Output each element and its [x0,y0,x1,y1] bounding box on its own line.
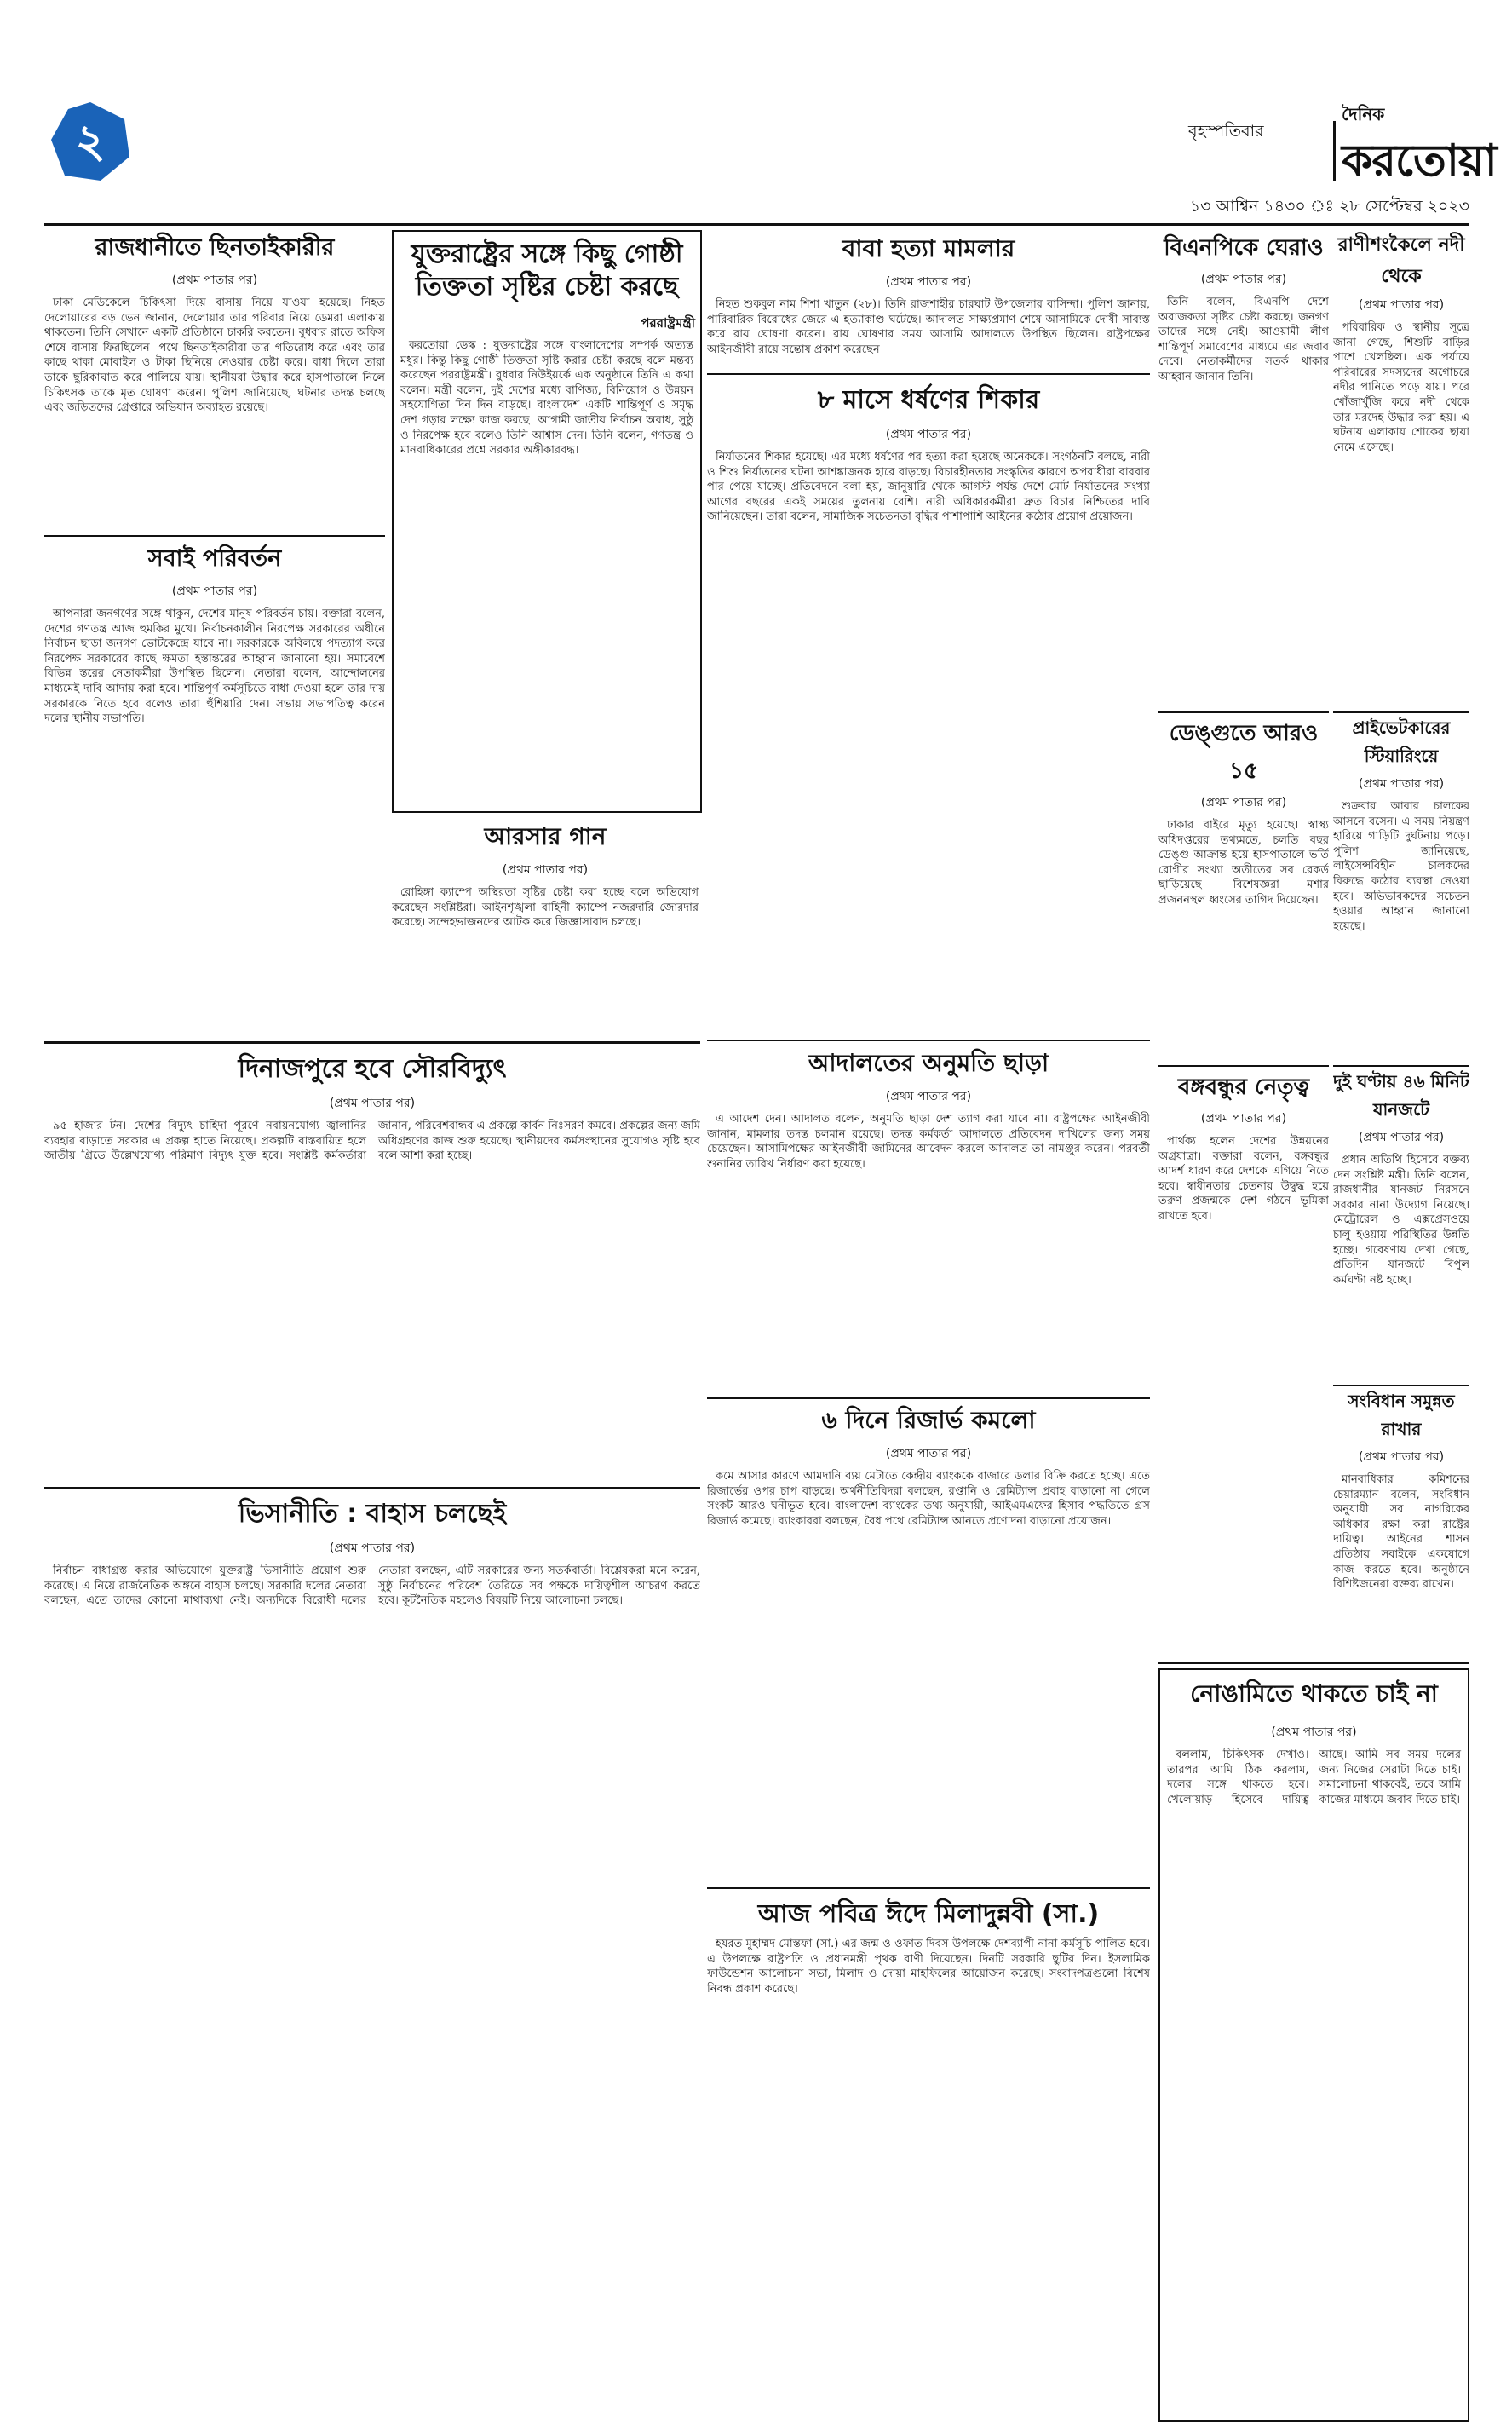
story-12 [1158,230,1329,707]
story-19 [1158,1668,1469,2422]
divider [1333,1385,1469,1386]
divider [707,1887,1150,1889]
story-body: রোহিঙ্গা ক্যাম্পে অস্থিরতা সৃষ্টির চেষ্টা করা হচ্ছে বলে অভিযোগ করেছেন সংশ্লিষ্টরা। আইনশৃঙ্খলা বাহিনী ক্যাম্পে নজরদারি জোরদার করেছে। সন্দেহভাজনদের আটক করে জিজ্ঞাসাবাদ চলছে। [392,886,699,930]
story-body: প্রধান অতিথি হিসেবে বক্তব্য দেন সংশ্লিষ্ট মন্ত্রী। তিনি বলেন, রাজধানীর যানজট নিরসনে সরকার নানা উদ্যোগ নিয়েছে। মেট্রোরেল ও এক্সপ্রেসওয়ে চালু হওয়ায় পরিস্থিতির উন্নতি হচ্ছে। গবেষণায় দেখা গেছে, প্রতিদিন যানজটে বিপুল কর্মঘণ্টা নষ্ট হচ্ছে। [1333,1154,1469,1287]
story-body: আপনারা জনগণের সঙ্গে থাকুন, দেশের মানুষ পরিবর্তন চায়। বক্তারা বলেন, দেশের গণতন্ত্র আজ হুমকির মুখে। নির্বাচনকালীন নিরপেক্ষ সরকারের অধীনে নির্বাচন ছাড়া জনগণ ভোটকেন্দ্রে যাবে না। সরকারকে অবিলম্বে পদত্যাগ করে নিরপেক্ষ সরকারের কাছে ক্ষমতা হস্তান্তরের আহ্বান জানানো হয়। সমাবেশে বিভিন্ন স্তরের নেতাকর্মীরা উপস্থিত ছিলেন। নেতারা বলেন, আন্দোলনের মাধ্যমেই দাবি আদায় করা হবে। শান্তিপূর্ণ কর্মসূচিতে বাধা দেওয়া হলে তার দায় সরকারকে নিতে হবে বলেও তারা হুঁশিয়ারি দেন। সভায় সভাপতিত্ব করেন দলের স্থানীয় সভাপতি। [44,608,385,726]
story-byline: পররাষ্ট্রমন্ত্রী [641,315,695,331]
story-continued: (প্রথম পাতার পর) [171,274,258,287]
story-10 [44,1048,700,1474]
story-17 [1333,1069,1469,1376]
story-5 [707,379,1150,1035]
story-body: পরিবারিক ও স্থানীয় সূত্রে জানা গেছে, শিশুটি বাড়ির পাশে খেলছিল। এক পর্যায়ে পরিবারের সদস্যদের অগোচরে নদীর পানিতে পড়ে যায়। পরে খোঁজাখুঁজি করে নদী থেকে তার মরদেহ উদ্ধার করা হয়। এ ঘটনায় এলাকায় শোকের ছায়া নেমে এসেছে। [1333,321,1469,454]
divider [1333,711,1469,713]
story-body: ঢাকা মেডিকেলে চিকিৎসা দিয়ে বাসায় নিয়ে যাওয়া হয়েছে। নিহত দেলোয়ারের বড় ভেন জানান, দেলোয়ার তার পরিবার নিয়ে ডেমরা এলাকায় থাকতেন। তিনি সেখানে একটি প্রতিষ্ঠানে চাকরি করতেন। বুধবার রাতে অফিস শেষে বাসায় ফিরছিলেন। পথে ছিনতাইকারীরা তার গতিরোধ করে এবং তার কাছে থাকা মোবাইল ও টাকা ছিনিয়ে নেওয়ার চেষ্টা করে। বাধা দিলে তারা তাকে ছুরিকাঘাত করে পালিয়ে যায়। স্থানীয়রা উদ্ধার করে হাসপাতালে নিলে চিকিৎসক তাকে মৃত ঘোষণা করেন। পুলিশ জানিয়েছে, ঘটনার তদন্ত চলছে এবং জড়িতদের গ্রেপ্তারে অভিযান অব্যাহত রয়েছে। [44,297,385,415]
divider [707,1040,1150,1041]
story-headline: দুই ঘণ্টায় ৪৬ মিনিট যানজটে [1333,1071,1469,1120]
page-number-emblem [49,101,131,182]
story-headline: সবাই পরিবর্তন [147,545,282,572]
story-headline: ডেঙ্গুতে আরও ১৫ [1169,721,1319,784]
story-continued: (প্রথম পাতার পর) [1200,796,1287,809]
story-headline: আদালতের অনুমতি ছাড়া [808,1049,1049,1077]
story-8 [707,1402,1150,1879]
story-4 [707,230,1150,366]
divider [44,535,385,537]
story-continued: (প্রথম পাতার পর) [1358,298,1445,312]
story-continued: (প্রথম পাতার পর) [885,428,972,441]
story-headline: ৮ মাসে ধর্ষণের শিকার [817,385,1040,415]
masthead-rule [44,223,1469,226]
story-continued: (প্রথম পাতার পর) [1271,1725,1357,1739]
story-headline: প্রাইভেটকারের স্টিয়ারিংয়ে [1352,717,1451,766]
story-headline: বিএনপিকে ঘেরাও [1164,235,1324,261]
divider [707,1397,1150,1399]
newspaper-logo [1333,102,1497,187]
story-11 [44,1493,700,2422]
story-headline: আরসার গান [484,822,607,850]
story-body: হযরত মুহাম্মদ মোস্তফা (সা.) এর জন্ম ও ওফাত দিবস উপলক্ষে দেশব্যাপী নানা কর্মসূচি পালিত হবে। এ উপলক্ষে রাষ্ট্রপতি ও প্রধানমন্ত্রী পৃথক বাণী দিয়েছেন। দিনটি সরকারি ছুটির দিন। ইসলামিক ফাউন্ডেশন আলোচনা সভা, মিলাদ ও দোয়া মাহফিলের আয়োজন করেছে। সংবাদপত্রগুলো বিশেষ নিবন্ধ প্রকাশ করেছে। [707,1938,1150,1996]
story-continued: (প্রথম পাতার পর) [171,585,258,598]
story-headline: রাজধানীতে ছিনতাইকারীর [95,234,335,261]
story-continued: (প্রথম পাতার পর) [885,275,972,289]
story-continued: (প্রথম পাতার পর) [1358,777,1445,791]
story-headline: বাবা হত্যা মামলার [842,234,1015,262]
story-body: মানবাধিকার কমিশনের চেয়ারম্যান বলেন, সংবিধান অনুযায়ী সব নাগরিকের অধিকার রক্ষা করা রাষ্ট্রের দায়িত্ব। আইনের শাসন প্রতিষ্ঠায় সবাইকে একযোগে কাজ করতে হবে। অনুষ্ঠানে বিশিষ্টজনেরা বক্তব্য রাখেন। [1333,1473,1469,1592]
story-13 [1158,716,1329,1057]
story-body: এ আদেশ দেন। আদালত বলেন, অনুমতি ছাড়া দেশ ত্যাগ করা যাবে না। রাষ্ট্রপক্ষের আইনজীবী জানান, মামলার তদন্ত চলমান রয়েছে। তদন্ত কর্মকর্তা আদালতে প্রতিবেদন দাখিলের জন্য সময় চেয়েছেন। আসামিপক্ষের আইনজীবী জামিনের আবেদন করলে আদালত তা নামঞ্জুর করেন। পরবর্তী শুনানির তারিখ নির্ধারণ করা হয়েছে। [707,1113,1150,1171]
story-body: কমে আসার কারণে আমদানি ব্যয় মেটাতে কেন্দ্রীয় ব্যাংককে বাজারে ডলার বিক্রি করতে হচ্ছে। এতে রিজার্ভের ওপর চাপ বাড়ছে। অর্থনীতিবিদরা বলছেন, রপ্তানি ও রেমিট্যান্স প্রবাহ বাড়ানো না গেলে সংকট আরও ঘনীভূত হবে। বাংলাদেশ ব্যাংকের তথ্য অনুযায়ী, আইএমএফের হিসাব পদ্ধতিতে গ্রস রিজার্ভ কমেছে। ব্যাংকাররা বলছেন, বৈধ পথে রেমিট্যান্স আনতে প্রণোদনা বাড়ানো প্রয়োজন। [707,1470,1150,1528]
story-headline: ৬ দিনে রিজার্ভ কমলো [821,1406,1036,1434]
story-headline: নোঙামিতে থাকতে চাই না [1190,1679,1438,1708]
story-body: তিনি বলেন, বিএনপি দেশে অরাজকতা সৃষ্টির চেষ্টা করছে। জনগণ তাদের সঙ্গে নেই। আওয়ামী লীগ শান্তিপূর্ণ সমাবেশের মাধ্যমে এর জবাব দেবে। নেতাকর্মীদের সতর্ক থাকার আহ্বান জানান তিনি। [1158,296,1329,383]
story-headline: রাণীশংকৈলে নদী থেকে [1337,234,1465,287]
story-15 [1333,230,1469,707]
story-9 [707,1893,1150,2422]
story-headline: সংবিধান সমুন্নত রাখার [1348,1391,1455,1439]
story-2 [44,541,385,1035]
story-body: নিহত শুকবুল নাম শিশা খাতুন (২৮)। তিনি রাজশাহীর চারঘাট উপজেলার বাসিন্দা। পুলিশ জানায়, পারিবারিক বিরোধের জেরে এ হত্যাকাণ্ড ঘটেছে। আদালত সাক্ষ্যপ্রমাণ শেষে আসামিকে দোষী সাব্যস্ত করে রায় ঘোষণা করেন। রায় ঘোষণার সময় আসামি আদালতে উপস্থিত ছিলেন। রাষ্ট্রপক্ষের আইনজীবী রায়ে সন্তোষ প্রকাশ করেছেন। [707,298,1150,356]
story-continued: (প্রথম পাতার পর) [1358,1131,1445,1144]
story-continued: (প্রথম পাতার পর) [329,1097,416,1110]
page-number: ২ [75,114,106,168]
divider [1158,1662,1469,1664]
story-7 [707,1045,1150,1385]
story-continued: (প্রথম পাতার পর) [329,1541,416,1555]
logo-small-text: দৈনিক [1342,104,1385,124]
story-body: নির্বাচন বাধাগ্রস্ত করার অভিযোগে যুক্তরাষ্ট্র ভিসানীতি প্রয়োগ শুরু করেছে। এ নিয়ে রাজনৈতিক অঙ্গনে বাহাস চলছে। সরকারি দলের নেতারা বলছেন, এতে তাদের কোনো মাথাব্যথা নেই। অন্যদিকে বিরোধী দলের নেতারা বলছেন, এটি সরকারের জন্য সতর্কবার্তা। বিশ্লেষকরা মনে করেন, সুষ্ঠু নির্বাচনের পরিবেশ তৈরিতে সব পক্ষকে দায়িত্বশীল আচরণ করতে হবে। কূটনৈতিক মহলেও বিষয়টি নিয়ে আলোচনা চলছে। [44,1564,700,1608]
story-continued: (প্রথম পাতার পর) [885,1090,972,1103]
story-3 [392,230,702,813]
divider [44,1041,700,1044]
logo-divider [1333,121,1336,181]
story-16 [1333,716,1469,1057]
story-headline: ভিসানীতি : বাহাস চলছেই [238,1499,507,1529]
story-body: ঢাকার বাইরে মৃত্যু হয়েছে। স্বাস্থ্য অধিদপ্তরের তথ্যমতে, চলতি বছর ডেঙ্গু আক্রান্ত হয়ে হাসপাতালে ভর্তি রোগীর সংখ্যা অতীতের সব রেকর্ড ছাড়িয়েছে। বিশেষজ্ঞরা মশার প্রজননস্থল ধ্বংসের তাগিদ দিয়েছেন। [1158,819,1329,907]
story-headline: যুক্তরাষ্ট্রের সঙ্গে কিছু গোষ্ঠী তিক্ততা সৃষ্টির চেষ্টা করছে [411,239,683,302]
story-continued: (প্রথম পাতার পর) [502,863,589,877]
story-body: পার্থক্য হলেন দেশের উন্নয়নের অগ্রযাত্রা। বক্তারা বলেন, বঙ্গবন্ধুর আদর্শ ধারণ করে দেশকে এগিয়ে নিতে হবে। স্বাধীনতার চেতনায় উদ্বুদ্ধ হয়ে তরুণ প্রজন্মকে দেশ গঠনে ভূমিকা রাখতে হবে। [1158,1135,1329,1223]
story-body: ৯৫ হাজার টন। দেশের বিদ্যুৎ চাহিদা পূরণে নবায়নযোগ্য জ্বালানির ব্যবহার বাড়াতে সরকার এ প্রকল্প হাতে নিয়েছে। প্রকল্পটি বাস্তবায়িত হলে জাতীয় গ্রিডে উল্লেখযোগ্য পরিমাণ বিদ্যুৎ যুক্ত হবে। সংশ্লিষ্ট কর্মকর্তারা জানান, পরিবেশবান্ধব এ প্রকল্পে কার্বন নিঃসরণ কমবে। প্রকল্পের জন্য জমি অধিগ্রহণের কাজ শুরু হয়েছে। স্থানীয়দের কর্মসংস্থানের সুযোগও সৃষ্টি হবে বলে আশা করা হচ্ছে। [44,1120,700,1163]
story-headline: আজ পবিত্র ঈদে মিলাদুন্নবী (সা.) [757,1899,1100,1929]
issue-date: ১৩ আশ্বিন ১৪৩০ ঃ ২৮ সেপ্টেম্বর ২০২৩ [1189,197,1469,216]
story-body: বললাম, চিকিৎসক দেখাও। তারপর আমি ঠিক করলাম, দলের সঙ্গে থাকতে হবে। খেলোয়াড় হিসেবে দায়িত্ব আছে। আমি সব সময় দলের জন্য নিজের সেরাটা দিতে চাই। সমালোচনা থাকবেই, তবে আমি কাজের মাধ্যমে জবাব দিতে চাই। [1167,1748,1461,1806]
divider [707,373,1150,375]
page-number-badge [49,101,131,182]
story-14 [1158,1069,1329,1649]
divider [44,1487,700,1489]
story-continued: (প্রথম পাতার পর) [1200,273,1287,286]
story-continued: (প্রথম পাতার পর) [885,1447,972,1460]
story-body: করতোয়া ডেস্ক : যুক্তরাষ্ট্রের সঙ্গে বাংলাদেশের সম্পর্ক অত্যন্ত মধুর। কিন্তু কিছু গোষ্ঠী তিক্ততা সৃষ্টি করার চেষ্টা করছে বলে মন্তব্য করেছেন পররাষ্ট্রমন্ত্রী। বুধবার নিউইয়র্কে এক অনুষ্ঠানে তিনি এ কথা বলেন। মন্ত্রী বলেন, দুই দেশের মধ্যে বাণিজ্য, বিনিয়োগ ও উন্নয়ন সহযোগিতা দিন দিন বাড়ছে। বাংলাদেশ একটি শান্তিপূর্ণ ও সমৃদ্ধ দেশ গড়ার লক্ষ্যে কাজ করছে। আগামী জাতীয় নির্বাচন অবাধ, সুষ্ঠু ও নিরপেক্ষ হবে বলেও তিনি আশ্বাস দেন। তিনি বলেন, গণতন্ত্র ও মানবাধিকারের প্রশ্নে সরকার অঙ্গীকারবদ্ধ। [400,339,693,458]
logo-big-text: করতোয়া [1342,135,1497,187]
story-6 [392,818,699,1040]
story-continued: (প্রথম পাতার পর) [1200,1112,1287,1126]
story-body: শুক্রবার আবার চালকের আসনে বসেন। এ সময় নিয়ন্ত্রণ হারিয়ে গাড়িটি দুর্ঘটনায় পড়ে। পুলিশ জানিয়েছে, লাইসেন্সবিহীন চালকদের বিরুদ্ধে কঠোর ব্যবস্থা নেওয়া হবে। অভিভাবকদের সচেতন হওয়ার আহ্বান জানানো হয়েছে। [1333,800,1469,933]
divider [1333,1065,1469,1067]
divider [1158,1065,1329,1067]
divider [1158,711,1329,713]
story-18 [1333,1389,1469,1653]
weekday: বৃহস্পতিবার [1188,122,1264,141]
story-continued: (প্রথম পাতার পর) [1358,1450,1445,1464]
story-headline: বঙ্গবন্ধুর নেতৃত্ব [1177,1074,1310,1100]
story-headline: দিনাজপুরে হবে সৌরবিদ্যুৎ [238,1054,507,1084]
story-body: নির্যাতনের শিকার হয়েছে। এর মধ্যে ধর্ষণের পর হত্যা করা হয়েছে অনেককে। সংগঠনটি বলছে, নারী ও শিশু নির্যাতনের ঘটনা আশঙ্কাজনক হারে বাড়ছে। বিচারহীনতার সংস্কৃতির কারণে অপরাধীরা বারবার পার পেয়ে যাচ্ছে। প্রতিবেদনে বলা হয়, জানুয়ারি থেকে আগস্ট পর্যন্ত দেশে মোট নির্যাতনের সংখ্যা আগের বছরের একই সময়ের তুলনায় বেশি। নারী অধিকারকর্মীরা দ্রুত বিচার নিশ্চিতের দাবি জানিয়েছেন। তারা বলেন, সামাজিক সচেতনতা বৃদ্ধির পাশাপাশি আইনের কঠোর প্রয়োগ প্রয়োজন। [707,451,1150,524]
